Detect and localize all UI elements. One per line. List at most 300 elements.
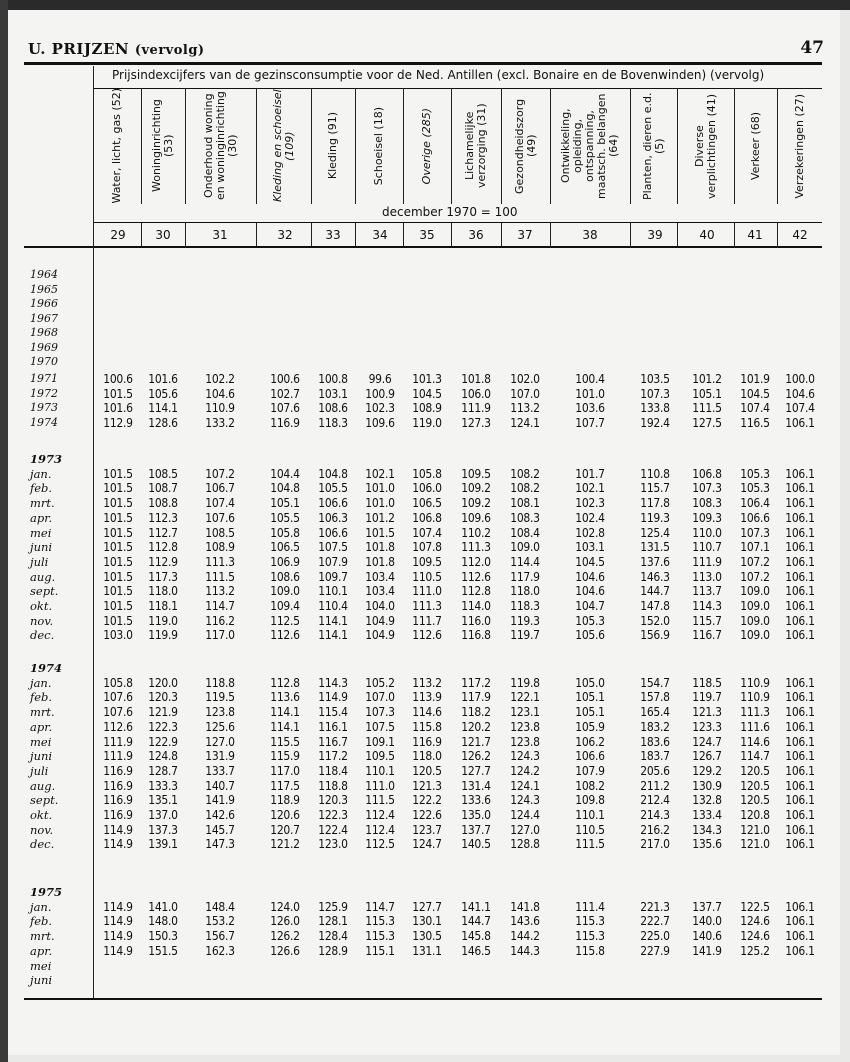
table-cell: 114.7 bbox=[205, 599, 235, 613]
table-cell: 157.8 bbox=[640, 690, 670, 705]
table-cell: 104.8 bbox=[270, 481, 300, 496]
table-cell: 118.9 bbox=[270, 793, 300, 808]
table-cell: 109.0 bbox=[740, 628, 770, 643]
table-cell: 216.2 bbox=[640, 822, 670, 837]
table-cell: 117.2 bbox=[461, 675, 491, 690]
table-cell: 106.0 bbox=[461, 386, 491, 401]
table-cell: 101.5 bbox=[103, 599, 133, 613]
column-header-label: Kleding en schoeisel (109) bbox=[270, 89, 296, 203]
table-cell: 139.1 bbox=[148, 837, 178, 852]
table-cell: 116.5 bbox=[740, 416, 770, 431]
table-cell: 108.8 bbox=[148, 496, 178, 511]
table-cell: 101.3 bbox=[412, 372, 442, 386]
table-cell: 105.5 bbox=[318, 481, 348, 496]
table-cell: 103.0 bbox=[103, 628, 133, 643]
table-cell: 133.7 bbox=[205, 763, 235, 778]
table-cell: 106.1 bbox=[785, 914, 815, 929]
table-cell: 135.1 bbox=[148, 793, 178, 808]
column-divider bbox=[550, 223, 551, 246]
table-cell: 102.8 bbox=[575, 525, 605, 540]
table-cell: 116.9 bbox=[103, 778, 133, 793]
table-cell: 111.9 bbox=[103, 734, 133, 749]
base-period-label: december 1970 = 100 bbox=[382, 205, 518, 219]
table-cell: 101.5 bbox=[365, 525, 395, 540]
table-cell: 111.9 bbox=[103, 749, 133, 764]
table-cell: 109.4 bbox=[270, 599, 300, 613]
table-cell: 212.4 bbox=[640, 793, 670, 808]
table-cell: 109.0 bbox=[740, 599, 770, 613]
table-cell: 103.1 bbox=[575, 540, 605, 555]
column-number: 39 bbox=[647, 228, 663, 242]
table-cell: 111.3 bbox=[740, 705, 770, 720]
table-cell: 110.4 bbox=[318, 599, 348, 613]
table-cell: 111.5 bbox=[365, 793, 395, 808]
table-cell: 117.9 bbox=[461, 690, 491, 705]
table-cell: 100.0 bbox=[785, 372, 815, 386]
table-cell: 116.7 bbox=[318, 734, 348, 749]
table-cell: 106.1 bbox=[785, 613, 815, 628]
month-label: apr. bbox=[30, 510, 53, 525]
table-cell: 106.1 bbox=[785, 734, 815, 749]
table-cell: 107.6 bbox=[103, 705, 133, 720]
table-cell: 104.4 bbox=[270, 466, 300, 481]
table-cell: 127.0 bbox=[205, 734, 235, 749]
table-cell: 141.9 bbox=[205, 793, 235, 808]
table-cell: 121.7 bbox=[461, 734, 491, 749]
column-divider bbox=[141, 223, 142, 246]
table-cell: 106.1 bbox=[785, 599, 815, 613]
table-cell: 107.0 bbox=[510, 386, 540, 401]
table-cell: 108.9 bbox=[205, 540, 235, 555]
table-cell: 135.6 bbox=[692, 837, 722, 852]
table-cell: 148.0 bbox=[148, 914, 178, 929]
column-header-label: Kleding (91) bbox=[326, 112, 339, 180]
table-cell: 106.4 bbox=[740, 496, 770, 511]
table-cell: 141.1 bbox=[461, 899, 491, 914]
table-cell: 111.0 bbox=[365, 778, 395, 793]
table-cell: 214.3 bbox=[640, 808, 670, 822]
table-cell: 109.7 bbox=[318, 569, 348, 584]
table-cell: 105.9 bbox=[575, 719, 605, 734]
table-cell: 114.9 bbox=[103, 837, 133, 852]
table-cell: 101.5 bbox=[103, 510, 133, 525]
table-cell: 108.5 bbox=[148, 466, 178, 481]
table-cell: 137.6 bbox=[640, 554, 670, 569]
table-cell: 130.5 bbox=[412, 929, 442, 944]
table-cell: 122.3 bbox=[148, 719, 178, 734]
table-cell: 128.8 bbox=[510, 837, 540, 852]
table-cell: 104.8 bbox=[318, 466, 348, 481]
table-bottom-rule bbox=[24, 998, 822, 1000]
table-cell: 107.1 bbox=[740, 540, 770, 555]
table-cell: 105.3 bbox=[740, 481, 770, 496]
table-cell: 127.3 bbox=[461, 416, 491, 431]
table-cell: 105.3 bbox=[575, 613, 605, 628]
table-cell: 106.1 bbox=[785, 569, 815, 584]
table-cell: 104.5 bbox=[575, 554, 605, 569]
month-label: juni bbox=[30, 749, 53, 764]
table-cell: 123.8 bbox=[510, 734, 540, 749]
table-cell: 120.5 bbox=[740, 763, 770, 778]
table-cell: 108.3 bbox=[692, 496, 722, 511]
column-divider bbox=[185, 223, 186, 246]
table-cell: 114.1 bbox=[270, 719, 300, 734]
table-cell: 106.8 bbox=[412, 510, 442, 525]
table-cell: 119.3 bbox=[640, 510, 670, 525]
table-cell: 110.1 bbox=[365, 763, 395, 778]
column-header bbox=[550, 88, 630, 204]
table-cell: 109.6 bbox=[365, 416, 395, 431]
table-cell: 105.5 bbox=[270, 510, 300, 525]
table-cell: 107.7 bbox=[575, 416, 605, 431]
table-cell: 111.3 bbox=[205, 554, 235, 569]
table-cell: 133.6 bbox=[461, 793, 491, 808]
year-label: 1969 bbox=[30, 340, 58, 354]
month-label: dec. bbox=[30, 837, 55, 852]
table-cell: 120.8 bbox=[740, 808, 770, 822]
table-cell: 101.5 bbox=[103, 466, 133, 481]
table-cell: 107.9 bbox=[318, 554, 348, 569]
month-label: dec. bbox=[30, 628, 55, 643]
table-cell: 106.1 bbox=[785, 510, 815, 525]
table-cell: 101.8 bbox=[365, 554, 395, 569]
table-cell: 107.8 bbox=[412, 540, 442, 555]
table-cell: 124.1 bbox=[510, 416, 540, 431]
table-cell: 130.1 bbox=[412, 914, 442, 929]
table-cell: 108.3 bbox=[510, 510, 540, 525]
table-cell: 109.6 bbox=[461, 510, 491, 525]
table-cell: 101.5 bbox=[103, 540, 133, 555]
table-cell: 106.1 bbox=[785, 705, 815, 720]
month-label: juni bbox=[30, 540, 53, 555]
table-cell: 116.9 bbox=[103, 763, 133, 778]
table-cell: 211.2 bbox=[640, 778, 670, 793]
table-cell: 110.1 bbox=[575, 808, 605, 822]
table-cell: 135.0 bbox=[461, 808, 491, 822]
table-cell: 112.4 bbox=[365, 822, 395, 837]
table-cell: 131.4 bbox=[461, 778, 491, 793]
table-cell: 108.2 bbox=[510, 466, 540, 481]
table-cell: 104.6 bbox=[205, 386, 235, 401]
month-label: sept. bbox=[30, 793, 59, 808]
table-cell: 115.3 bbox=[365, 914, 395, 929]
table-cell: 105.2 bbox=[365, 675, 395, 690]
table-cell: 162.3 bbox=[205, 943, 235, 958]
table-cell: 107.9 bbox=[575, 763, 605, 778]
table-cell: 119.3 bbox=[510, 613, 540, 628]
table-cell: 122.9 bbox=[148, 734, 178, 749]
column-header-label: Planten, dieren e.d. (5) bbox=[640, 92, 666, 200]
table-cell: 111.9 bbox=[692, 554, 722, 569]
table-cell: 111.6 bbox=[740, 719, 770, 734]
column-number: 34 bbox=[372, 228, 388, 242]
table-cell: 106.1 bbox=[785, 929, 815, 944]
table-cell: 110.1 bbox=[318, 584, 348, 599]
table-cell: 131.9 bbox=[205, 749, 235, 764]
table-cell: 109.0 bbox=[740, 613, 770, 628]
table-cell: 102.1 bbox=[575, 481, 605, 496]
table-cell: 122.2 bbox=[412, 793, 442, 808]
table-cell: 115.1 bbox=[365, 943, 395, 958]
month-label: nov. bbox=[30, 822, 54, 837]
table-cell: 107.3 bbox=[640, 386, 670, 401]
table-cell: 106.1 bbox=[785, 675, 815, 690]
table-cell: 102.7 bbox=[270, 386, 300, 401]
table-cell: 103.6 bbox=[575, 401, 605, 416]
table-cell: 107.6 bbox=[205, 510, 235, 525]
table-cell: 104.5 bbox=[740, 386, 770, 401]
table-cell: 108.5 bbox=[205, 525, 235, 540]
section-title-suffix: (vervolg) bbox=[134, 43, 205, 58]
column-number: 41 bbox=[747, 228, 763, 242]
table-cell: 101.2 bbox=[692, 372, 722, 386]
table-cell: 105.1 bbox=[692, 386, 722, 401]
table-cell: 110.5 bbox=[412, 569, 442, 584]
table-cell: 116.9 bbox=[103, 793, 133, 808]
column-header-label: Ontwikkeling, opleiding, ontspanning, maatsch. belangen (64) bbox=[559, 93, 620, 199]
table-cell: 134.3 bbox=[692, 822, 722, 837]
table-cell: 114.6 bbox=[740, 734, 770, 749]
table-cell: 112.6 bbox=[270, 628, 300, 643]
month-label: sept. bbox=[30, 584, 59, 599]
table-cell: 106.8 bbox=[692, 466, 722, 481]
table-cell: 101.8 bbox=[461, 372, 491, 386]
column-number: 35 bbox=[419, 228, 435, 242]
table-cell: 108.4 bbox=[510, 525, 540, 540]
table-cell: 109.5 bbox=[461, 466, 491, 481]
table-cell: 106.5 bbox=[412, 496, 442, 511]
page-number: 47 bbox=[800, 38, 824, 58]
table-cell: 99.6 bbox=[368, 372, 392, 386]
table-cell: 147.3 bbox=[205, 837, 235, 852]
table-cell: 106.1 bbox=[785, 837, 815, 852]
table-cell: 124.6 bbox=[740, 929, 770, 944]
table-cell: 115.8 bbox=[412, 719, 442, 734]
month-label: jan. bbox=[30, 466, 52, 481]
table-cell: 111.5 bbox=[692, 401, 722, 416]
table-cell: 120.5 bbox=[740, 778, 770, 793]
table-cell: 106.6 bbox=[740, 510, 770, 525]
table-cell: 225.0 bbox=[640, 929, 670, 944]
table-cell: 103.4 bbox=[365, 569, 395, 584]
table-cell: 112.5 bbox=[365, 837, 395, 852]
table-cell: 116.9 bbox=[412, 734, 442, 749]
table-cell: 102.1 bbox=[365, 466, 395, 481]
table-cell: 120.5 bbox=[412, 763, 442, 778]
table-cell: 101.5 bbox=[103, 554, 133, 569]
table-cell: 115.8 bbox=[575, 943, 605, 958]
table-cell: 109.8 bbox=[575, 793, 605, 808]
table-cell: 102.0 bbox=[510, 372, 540, 386]
table-cell: 109.3 bbox=[692, 510, 722, 525]
table-cell: 126.7 bbox=[692, 749, 722, 764]
table-cell: 120.6 bbox=[270, 808, 300, 822]
table-cell: 114.9 bbox=[103, 899, 133, 914]
table-cell: 118.0 bbox=[510, 584, 540, 599]
table-cell: 114.0 bbox=[461, 599, 491, 613]
year-label: 1973 bbox=[30, 401, 58, 415]
table-cell: 101.5 bbox=[103, 584, 133, 599]
table-cell: 102.3 bbox=[365, 401, 395, 416]
year-label: 1972 bbox=[30, 386, 58, 400]
table-cell: 119.7 bbox=[692, 690, 722, 705]
table-cell: 123.0 bbox=[318, 837, 348, 852]
table-cell: 101.5 bbox=[103, 525, 133, 540]
table-cell: 133.8 bbox=[640, 401, 670, 416]
table-cell: 128.9 bbox=[318, 943, 348, 958]
table-cell: 140.6 bbox=[692, 929, 722, 944]
table-cell: 106.1 bbox=[785, 584, 815, 599]
month-label: juli bbox=[30, 554, 49, 569]
table-cell: 123.3 bbox=[692, 719, 722, 734]
column-divider bbox=[256, 223, 257, 246]
table-cell: 120.2 bbox=[461, 719, 491, 734]
table-cell: 107.2 bbox=[740, 569, 770, 584]
table-cell: 126.2 bbox=[461, 749, 491, 764]
table-cell: 156.7 bbox=[205, 929, 235, 944]
table-cell: 118.3 bbox=[318, 416, 348, 431]
table-cell: 130.9 bbox=[692, 778, 722, 793]
table-cell: 106.1 bbox=[785, 628, 815, 643]
table-cell: 118.0 bbox=[148, 584, 178, 599]
table-cell: 118.4 bbox=[318, 763, 348, 778]
table-cell: 101.5 bbox=[103, 386, 133, 401]
month-label: aug. bbox=[30, 569, 56, 584]
table-cell: 120.7 bbox=[270, 822, 300, 837]
table-cell: 108.2 bbox=[510, 481, 540, 496]
section-title-text: U. PRIJZEN bbox=[28, 40, 130, 58]
table-cell: 113.0 bbox=[692, 569, 722, 584]
table-cell: 112.8 bbox=[461, 584, 491, 599]
column-header bbox=[355, 88, 403, 204]
table-cell: 106.6 bbox=[318, 525, 348, 540]
table-cell: 114.7 bbox=[365, 899, 395, 914]
table-cell: 114.1 bbox=[318, 613, 348, 628]
table-cell: 114.1 bbox=[270, 705, 300, 720]
table-cell: 115.4 bbox=[318, 705, 348, 720]
table-cell: 107.4 bbox=[205, 496, 235, 511]
table-cell: 119.9 bbox=[148, 628, 178, 643]
month-label: jan. bbox=[30, 899, 52, 914]
table-cell: 101.5 bbox=[103, 613, 133, 628]
column-header bbox=[93, 88, 141, 204]
table-cell: 100.6 bbox=[270, 372, 300, 386]
table-cell: 112.8 bbox=[148, 540, 178, 555]
table-cell: 127.0 bbox=[510, 822, 540, 837]
table-cell: 140.0 bbox=[692, 914, 722, 929]
table-cell: 123.8 bbox=[510, 719, 540, 734]
table-cell: 105.8 bbox=[103, 675, 133, 690]
table-cell: 128.1 bbox=[318, 914, 348, 929]
table-cell: 102.3 bbox=[575, 496, 605, 511]
year-label: 1968 bbox=[30, 326, 58, 339]
table-cell: 124.6 bbox=[740, 914, 770, 929]
month-label: mei bbox=[30, 958, 52, 973]
table-cell: 222.7 bbox=[640, 914, 670, 929]
table-cell: 114.1 bbox=[318, 628, 348, 643]
table-cell: 106.1 bbox=[785, 719, 815, 734]
table-cell: 112.0 bbox=[461, 554, 491, 569]
table-cell: 115.3 bbox=[575, 914, 605, 929]
column-header-label: Diverse verplichtingen (41) bbox=[692, 93, 718, 199]
table-cell: 110.0 bbox=[692, 525, 722, 540]
table-cell: 121.3 bbox=[412, 778, 442, 793]
table-cell: 192.4 bbox=[640, 416, 670, 431]
year-label: 1964 bbox=[30, 268, 58, 281]
table-cell: 183.6 bbox=[640, 734, 670, 749]
table-cell: 126.6 bbox=[270, 943, 300, 958]
table-cell: 115.5 bbox=[270, 734, 300, 749]
column-divider bbox=[311, 223, 312, 246]
table-cell: 145.7 bbox=[205, 822, 235, 837]
table-cell: 110.7 bbox=[692, 540, 722, 555]
table-cell: 114.6 bbox=[412, 705, 442, 720]
table-cell: 108.9 bbox=[412, 401, 442, 416]
table-cell: 116.7 bbox=[692, 628, 722, 643]
month-label: apr. bbox=[30, 943, 53, 958]
table-cell: 127.7 bbox=[461, 763, 491, 778]
year-label: 1974 bbox=[30, 416, 58, 430]
table-cell: 122.3 bbox=[318, 808, 348, 822]
scan-top-border bbox=[0, 0, 850, 10]
table-cell: 110.9 bbox=[740, 690, 770, 705]
table-cell: 106.1 bbox=[785, 481, 815, 496]
table-cell: 109.5 bbox=[365, 749, 395, 764]
table-cell: 112.6 bbox=[103, 719, 133, 734]
table-cell: 227.9 bbox=[640, 943, 670, 958]
table-cell: 101.0 bbox=[575, 386, 605, 401]
table-cell: 122.5 bbox=[740, 899, 770, 914]
table-cell: 104.6 bbox=[575, 569, 605, 584]
table-cell: 127.5 bbox=[692, 416, 722, 431]
table-cell: 109.0 bbox=[270, 584, 300, 599]
table-cell: 141.8 bbox=[510, 899, 540, 914]
table-cell: 107.6 bbox=[103, 690, 133, 705]
table-cell: 106.6 bbox=[318, 496, 348, 511]
table-cell: 117.0 bbox=[270, 763, 300, 778]
table-cell: 113.2 bbox=[205, 584, 235, 599]
table-cell: 137.0 bbox=[148, 808, 178, 822]
table-cell: 107.2 bbox=[740, 554, 770, 569]
table-cell: 123.1 bbox=[510, 705, 540, 720]
table-cell: 106.6 bbox=[575, 749, 605, 764]
table-cell: 112.6 bbox=[461, 569, 491, 584]
column-number: 33 bbox=[325, 228, 341, 242]
table-cell: 111.4 bbox=[575, 899, 605, 914]
table-cell: 125.4 bbox=[640, 525, 670, 540]
column-divider bbox=[677, 223, 678, 246]
table-cell: 111.3 bbox=[412, 599, 442, 613]
table-cell: 116.9 bbox=[103, 808, 133, 822]
column-header-label: Woninginrichting (53) bbox=[150, 99, 175, 193]
table-cell: 106.1 bbox=[785, 416, 815, 431]
table-cell: 114.3 bbox=[318, 675, 348, 690]
table-cell: 105.1 bbox=[575, 705, 605, 720]
year-label: 1966 bbox=[30, 297, 58, 310]
table-cell: 141.9 bbox=[692, 943, 722, 958]
table-cell: 106.1 bbox=[785, 778, 815, 793]
column-header bbox=[501, 88, 550, 204]
column-header-label: Water, licht, gas (52) bbox=[110, 88, 123, 204]
table-cell: 124.1 bbox=[510, 778, 540, 793]
column-header bbox=[734, 88, 777, 204]
table-cell: 122.6 bbox=[412, 808, 442, 822]
table-cell: 106.1 bbox=[785, 943, 815, 958]
table-cell: 124.2 bbox=[510, 763, 540, 778]
table-cell: 132.8 bbox=[692, 793, 722, 808]
table-cell: 104.5 bbox=[412, 386, 442, 401]
table-cell: 101.5 bbox=[103, 496, 133, 511]
